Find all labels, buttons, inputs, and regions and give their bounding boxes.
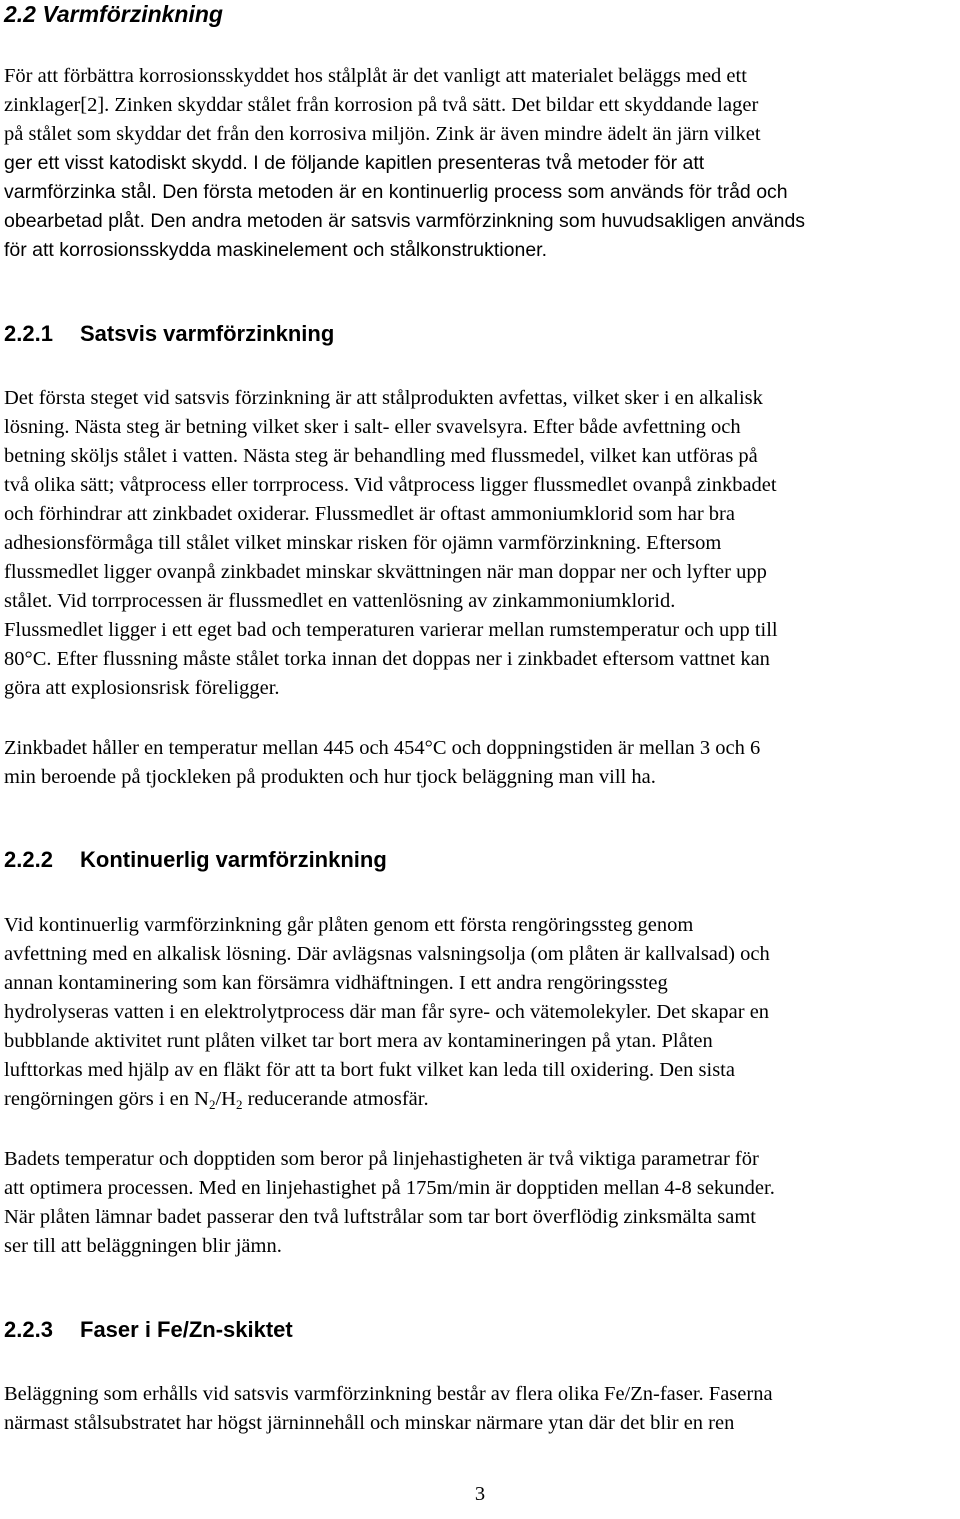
subscript: 2 bbox=[208, 1097, 216, 1112]
paragraph-line: och förhindrar att zinkbadet oxiderar. Flussmedlet är oftast ammoniumklorid som har bra bbox=[4, 503, 735, 525]
paragraph-line: att optimera processen. Med en linjehastighet på 175m/min är dopptiden mellan 4-8 sekunder. bbox=[4, 1177, 775, 1199]
paragraph-line: betning sköljs stålet i vatten. Nästa steg är behandling med flussmedel, vilket kan utföras på bbox=[4, 445, 758, 467]
paragraph-line: lufttorkas med hjälp av en fläkt för att ta bort fukt vilket kan leda till oxidering. Den sista bbox=[4, 1059, 735, 1081]
subscript: 2 bbox=[235, 1097, 243, 1112]
section-heading-2-2-2 bbox=[4, 846, 387, 874]
paragraph-line: Det första steget vid satsvis förzinkning är att stålprodukten avfettas, vilket sker i en alkalisk bbox=[4, 387, 763, 409]
paragraph-line-with-subscript bbox=[4, 1085, 960, 1119]
paragraph-line: varmförzinka stål. Den första metoden är en kontinuerlig process som används för tråd och bbox=[4, 181, 788, 203]
section-title: Satsvis varmförzinkning bbox=[80, 321, 335, 346]
paragraph-line: Zinkbadet håller en temperatur mellan 445 och 454°C och doppningstiden är mellan 3 och 6 bbox=[4, 737, 761, 759]
section-heading-2-2-1 bbox=[4, 320, 334, 348]
paragraph-line: Vid kontinuerlig varmförzinkning går plåten genom ett första rengöringssteg genom bbox=[4, 914, 694, 936]
text-fragment: rengörningen görs i en N bbox=[4, 1088, 209, 1110]
paragraph-line: obearbetad plåt. Den andra metoden är satsvis varmförzinkning som huvudsakligen används bbox=[4, 210, 806, 232]
paragraph-line: avfettning med en alkalisk lösning. Där avlägsnas valsningsolja (om plåten är kallvalsad) och bbox=[4, 943, 770, 965]
paragraph-line: min beroende på tjockleken på produkten och hur tjock beläggning man vill ha. bbox=[4, 766, 656, 788]
text-fragment: reducerande atmosfär. bbox=[242, 1088, 429, 1110]
bath-parameters-paragraph bbox=[4, 1145, 960, 1261]
page-number: 3 bbox=[474, 1483, 486, 1505]
paragraph-line: på stålet som skyddar det från den korrosiva miljön. Zink är även mindre ädelt än järn vilket bbox=[4, 123, 761, 145]
intro-paragraph bbox=[4, 62, 960, 265]
paragraph-line: ger ett visst katodiskt skydd. I de följande kapitlen presenteras två metoder för att bbox=[4, 152, 705, 174]
paragraph-line: göra att explosionsrisk föreligger. bbox=[4, 677, 280, 699]
text-fragment: /H bbox=[215, 1088, 236, 1110]
phases-paragraph bbox=[4, 1380, 960, 1438]
paragraph-line: närmast stålsubstratet har högst järninnehåll och minskar närmare ytan där det blir en ren bbox=[4, 1412, 735, 1434]
section-number: 2.2.3 bbox=[4, 1317, 53, 1342]
paragraph-line: zinklager[2]. Zinken skyddar stålet från korrosion på två sätt. Det bildar ett skyddande lager bbox=[4, 94, 759, 116]
paragraph-line: För att förbättra korrosionsskyddet hos stålplåt är det vanligt att materialet beläggs med ett bbox=[4, 65, 747, 87]
paragraph-line: 80°C. Efter flussning måste stålet torka innan det doppas ner i zinkbadet eftersom vattnet kan bbox=[4, 648, 770, 670]
continuous-galvanizing-paragraph bbox=[4, 911, 960, 1119]
batch-galvanizing-paragraph bbox=[4, 384, 960, 703]
section-title: Faser i Fe/Zn-skiktet bbox=[80, 1317, 293, 1342]
paragraph-line: bubblande aktivitet runt plåten vilket tar bort mera av kontamineringen på ytan. Plåten bbox=[4, 1030, 713, 1052]
paragraph-line: lösning. Nästa steg är betning vilket sker i salt- eller svavelsyra. Efter både avfettning och bbox=[4, 416, 741, 438]
paragraph-line: för att korrosionsskydda maskinelement och stålkonstruktioner. bbox=[4, 239, 548, 261]
paragraph-line: adhesionsförmåga till stålet vilket minskar risken för ojämn varmförzinkning. Eftersom bbox=[4, 532, 722, 554]
paragraph-line: När plåten lämnar badet passerar den två luftstrålar som tar bort överflödig zinksmälta samt bbox=[4, 1206, 756, 1228]
zinc-bath-paragraph bbox=[4, 734, 960, 792]
paragraph-line: flussmedlet ligger ovanpå zinkbadet minskar skvättningen när man doppar ner och lyfter upp bbox=[4, 561, 767, 583]
paragraph-line: hydrolyseras vatten i en elektrolytprocess där man får syre- och vätemolekyler. Det skapar en bbox=[4, 1001, 770, 1023]
section-number: 2.2.2 bbox=[4, 847, 53, 872]
paragraph-line: ser till att beläggningen blir jämn. bbox=[4, 1235, 282, 1257]
section-heading-2-2-3 bbox=[4, 1316, 293, 1344]
paragraph-line: annan kontaminering som kan försämra vidhäftningen. I ett andra rengöringssteg bbox=[4, 972, 668, 994]
paragraph-line: Flussmedlet ligger i ett eget bad och temperaturen varierar mellan rumstemperatur och upp till bbox=[4, 619, 778, 641]
paragraph-line: Beläggning som erhålls vid satsvis varmförzinkning består av flera olika Fe/Zn-faser. Faserna bbox=[4, 1383, 773, 1405]
section-number: 2.2.1 bbox=[4, 321, 53, 346]
paragraph-line: stålet. Vid torrprocessen är flussmedlet en vattenlösning av zinkammoniumklorid. bbox=[4, 590, 676, 612]
paragraph-line: två olika sätt; våtprocess eller torrprocess. Vid våtprocess ligger flussmedlet ovanpå zinkbadet bbox=[4, 474, 777, 496]
section-heading-2-2: 2.2 Varmförzinkning bbox=[4, 1, 223, 27]
section-title: Kontinuerlig varmförzinkning bbox=[80, 847, 387, 872]
paragraph-line: Badets temperatur och dopptiden som beror på linjehastigheten är två viktiga parametrar för bbox=[4, 1148, 759, 1170]
